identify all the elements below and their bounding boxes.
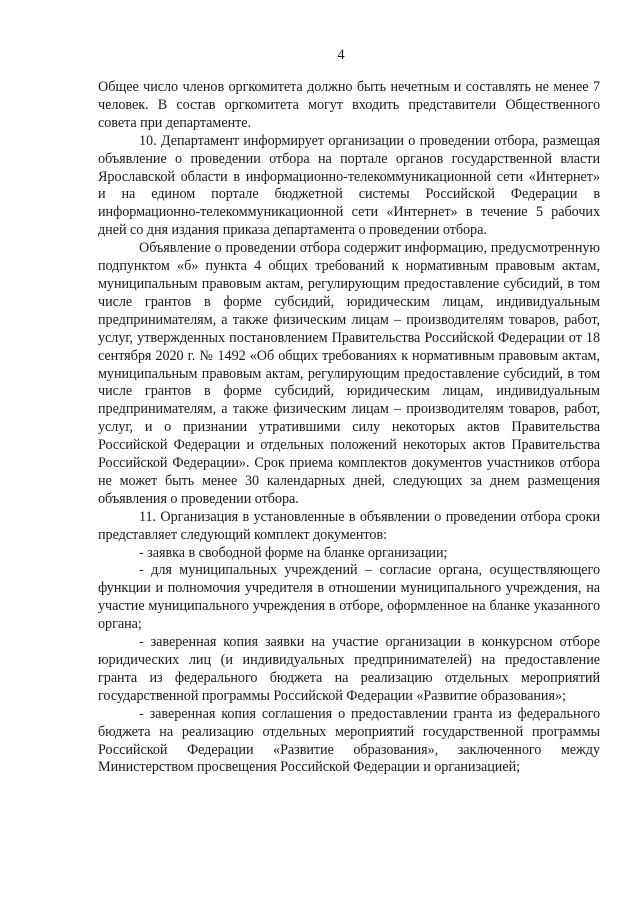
list-item-application-copy: - заверенная копия заявки на участие организации в конкурсном отборе юридических лиц (и индивидуальных предпринимателей) на предоставление гранта из федерального бюджета на реализацию отдельных мероприятий государственной программы Российской Федерации «Развитие образования»;: [98, 634, 600, 704]
paragraph-announcement-content: Объявление о проведении отбора содержит информацию, предусмотренную подпунктом «б» пункта 4 общих требований к нормативным правовым актам, муниципальным правовым актам, регулирующим предоставление субсидий, в том числе грантов в форме субсидий, юридическим лицам, индивидуальным предпринимателям, а также физическим лицам – производителям товаров, работ, услуг, утвержденных постановлением Правительства Российской Федерации от 18 сентября 2020 г. № 1492 «Об общих требованиях к нормативным правовым актам, муниципальным правовым актам, регулирующим предоставление субсидий, в том числе грантов в форме субсидий, юридическим лицам, индивидуальным предпринимателям, а также физическим лицам – производителям товаров, работ, услуг, и о признании утратившими силу некоторых актов Правительства Российской Федерации и отдельных положений некоторых актов Правительства Российской Федерации». Срок приема комплектов документов участников отбора не может быть менее 30 календарных дней, следующих за днем размещения объявления о проведении отбора.: [98, 240, 600, 507]
list-item-municipal-consent: - для муниципальных учреждений – согласие органа, осуществляющего функции и полномочия учредителя в отношении муниципального учреждения, на участие муниципального учреждения в отборе, оформленное на бланке указанного органа;: [98, 562, 600, 633]
paragraph-item-10: 10. Департамент информирует организации о проведении отбора, размещая объявление о проведении отбора на портале органов государственной власти Ярославской области в информационно-телекоммуникационной сети «Интернет» и на едином портале бюджетной системы Российской Федерации в информационно-телекоммуникационной сети «Интернет» в течение 5 рабочих дней со дня издания приказа департамента о проведении отбора.: [98, 132, 600, 239]
list-item-application: - заявка в свободной форме на бланке организации;: [139, 544, 448, 561]
paragraph-orgcommittee-composition: Общее число членов оргкомитета должно быть нечетным и составлять не менее 7 человек. В состав оргкомитета могут входить представители Общественного совета при департаменте.: [98, 79, 600, 131]
page-number: 4: [337, 47, 345, 63]
paragraph-item-11: 11. Организация в установленные в объявлении о проведении отбора сроки представляет следующий комплект документов:: [98, 508, 600, 543]
list-item-agreement-copy: - заверенная копия соглашения о предоставлении гранта из федерального бюджета на реализацию отдельных мероприятий государственной программы Российской Федерации «Развитие образования», заключенного между Министерством просвещения Российской Федерации и организацией;: [98, 705, 600, 776]
